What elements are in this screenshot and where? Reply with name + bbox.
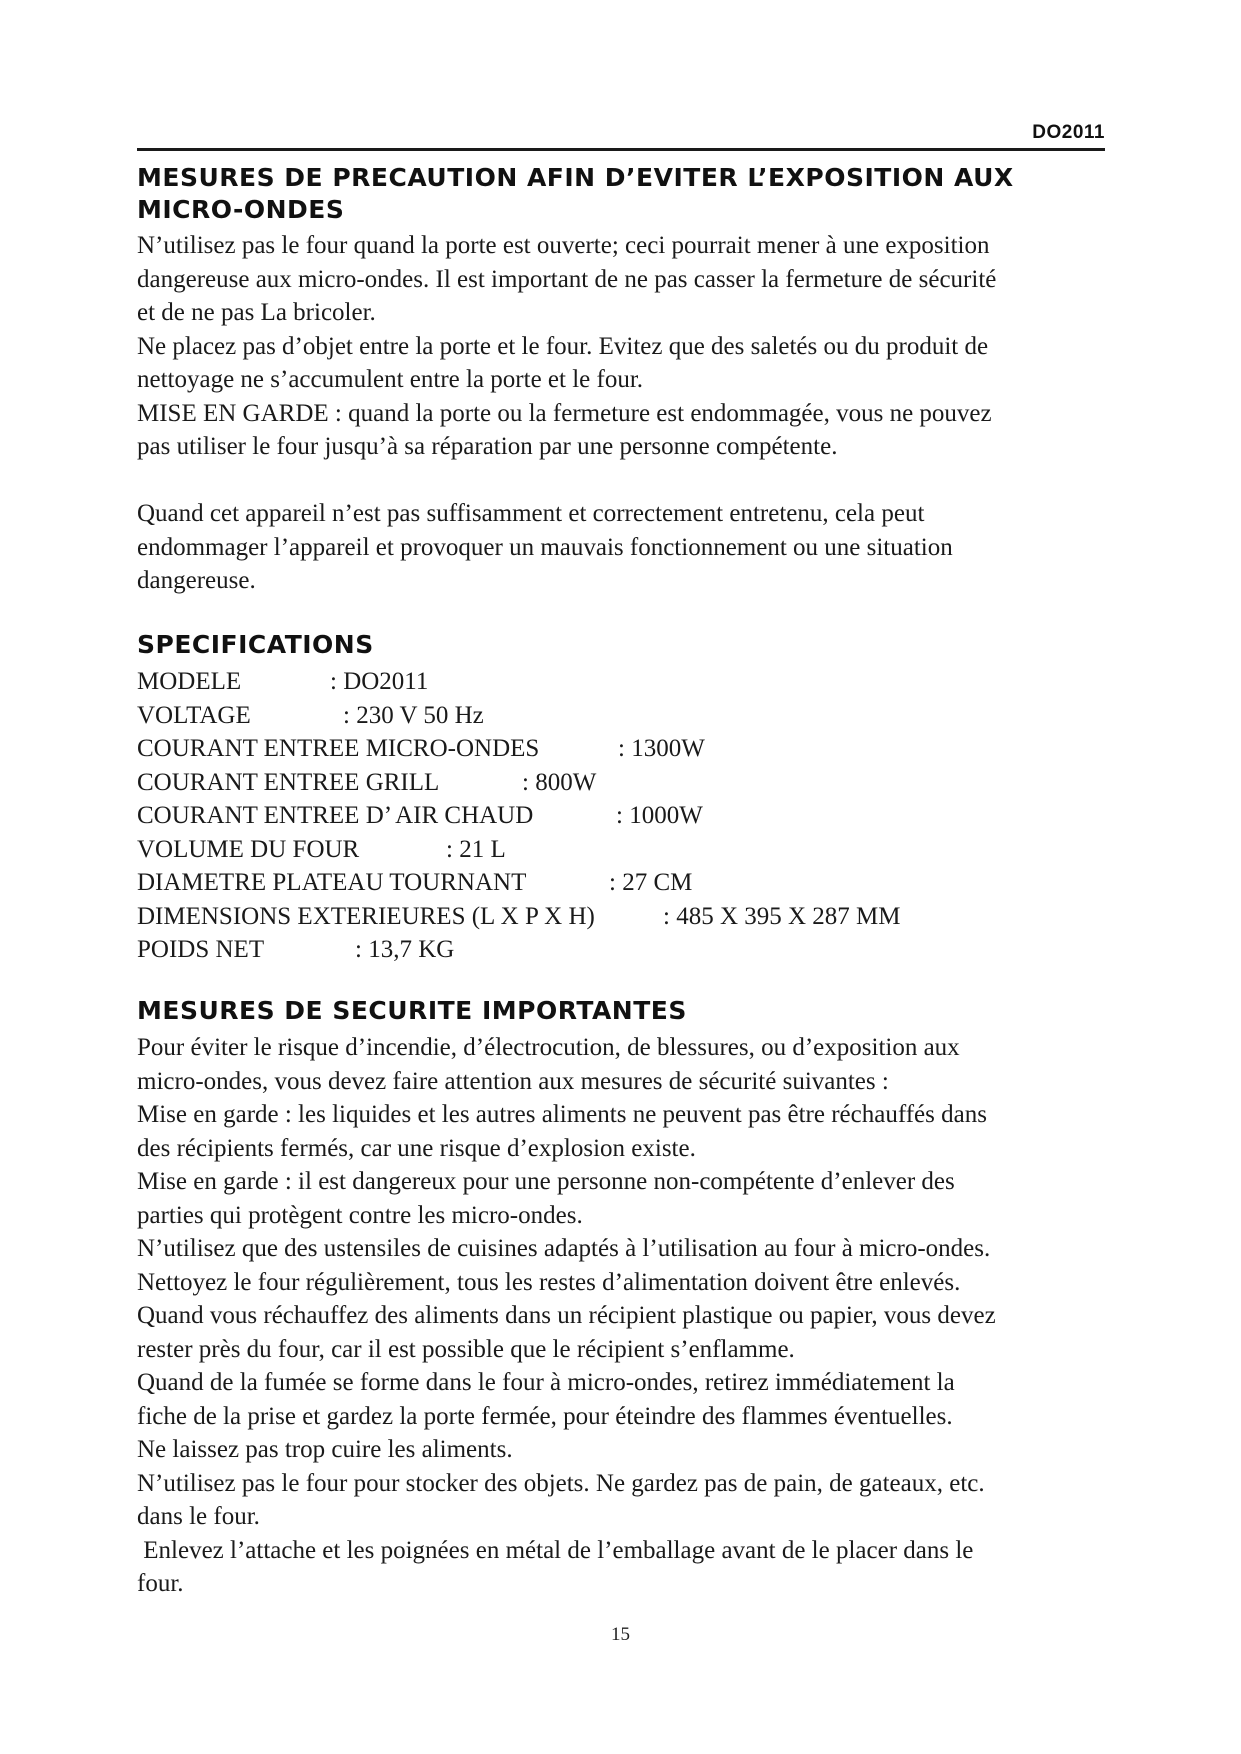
section-title-line: MESURES DE PRECAUTION AFIN D’EVITER L’EXPOSITION AUX <box>137 163 1014 192</box>
text-line: N’utilisez pas le four pour stocker des objets. Ne gardez pas de pain, de gateaux, etc. <box>137 1469 985 1497</box>
maintenance-paragraph <box>137 497 1107 598</box>
text-line: Nettoyez le four régulièrement, tous les restes d’alimentation doivent être enlevés. <box>137 1268 961 1296</box>
safety-paragraph <box>137 1031 1107 1601</box>
text-line: endommager l’appareil et provoquer un mauvais fonctionnement ou une situation <box>137 533 953 561</box>
text-line: et de ne pas La bricoler. <box>137 299 376 326</box>
precaution-paragraph <box>137 229 1107 464</box>
spec-label: POIDS NET <box>137 936 265 963</box>
text-line: dangereuse aux micro-ondes. Il est important de ne pas casser la fermeture de sécurité <box>137 265 997 293</box>
text-line: nettoyage ne s’accumulent entre la porte et le four. <box>137 366 644 393</box>
text-line: Ne laissez pas trop cuire les aliments. <box>137 1436 513 1463</box>
spec-value: : 21 L <box>446 835 506 863</box>
section-title-line: MICRO-ONDES <box>137 195 345 224</box>
text-line: fiche de la prise et gardez la porte fermée, pour éteindre des flammes éventuelles. <box>137 1402 953 1430</box>
section-title-precaution <box>137 162 1097 226</box>
text-line: four. <box>137 1570 184 1597</box>
text-line: Quand cet appareil n’est pas suffisamment et correctement entretenu, cela peut <box>137 500 925 527</box>
text-line: Ne placez pas d’objet entre la porte et le four. Evitez que des saletés ou du produit de <box>137 332 989 360</box>
text-line: MISE EN GARDE : quand la porte ou la fermeture est endommagée, vous ne pouvez <box>137 399 992 427</box>
text-line: micro-ondes, vous devez faire attention aux mesures de sécurité suivantes : <box>137 1067 889 1095</box>
spec-value: : 485 X 395 X 287 MM <box>663 902 901 930</box>
text-line: Mise en garde : il est dangereux pour une personne non-compétente d’enlever des <box>137 1168 955 1195</box>
text-line: Quand de la fumée se forme dans le four à micro-ondes, retirez immédiatement la <box>137 1369 955 1396</box>
spec-label: DIAMETRE PLATEAU TOURNANT <box>137 869 527 896</box>
text-line: Enlevez l’attache et les poignées en métal de l’emballage avant de le placer dans le <box>137 1536 974 1564</box>
spec-value: : 1300W <box>618 735 705 762</box>
spec-label: COURANT ENTREE MICRO-ONDES <box>137 735 540 762</box>
spec-label: MODELE <box>137 668 242 695</box>
spec-label: VOLUME DU FOUR <box>137 835 360 863</box>
spec-value: : 13,7 KG <box>355 936 455 963</box>
spec-label: DIMENSIONS EXTERIEURES (L X P X H) <box>137 902 595 930</box>
model-code: DO2011 <box>1032 122 1105 143</box>
text-line: Pour éviter le risque d’incendie, d’électrocution, de blessures, ou d’exposition aux <box>137 1034 960 1061</box>
text-line: dangereuse. <box>137 567 256 594</box>
section-title-safety: MESURES DE SECURITE IMPORTANTES <box>137 996 687 1025</box>
text-line: N’utilisez pas le four quand la porte est ouverte; ceci pourrait mener à une exposition <box>137 232 990 259</box>
page-number: 15 <box>611 1624 630 1645</box>
text-line: dans le four. <box>137 1503 260 1530</box>
text-line: Mise en garde : les liquides et les autres aliments ne peuvent pas être réchauffés dans <box>137 1101 987 1128</box>
text-line: des récipients fermés, car une risque d’explosion existe. <box>137 1134 696 1162</box>
spec-value: : 230 V 50 Hz <box>343 701 484 729</box>
spec-value: : 1000W <box>616 802 703 829</box>
spec-value: : 800W <box>522 768 597 796</box>
section-title-specifications: SPECIFICATIONS <box>137 630 374 659</box>
text-line: N’utilisez que des ustensiles de cuisines adaptés à l’utilisation au four à micro-ondes. <box>137 1235 991 1262</box>
text-line: parties qui protègent contre les micro-ondes. <box>137 1201 583 1229</box>
text-line: Quand vous réchauffez des aliments dans un récipient plastique ou papier, vous devez <box>137 1302 996 1329</box>
spec-value: : 27 CM <box>609 869 693 896</box>
text-line: pas utiliser le four jusqu’à sa réparation par une personne compétente. <box>137 433 838 460</box>
spec-value: : DO2011 <box>330 668 429 695</box>
header-rule <box>137 148 1105 151</box>
spec-label: VOLTAGE <box>137 701 251 729</box>
spec-label: COURANT ENTREE D’ AIR CHAUD <box>137 802 534 829</box>
text-line: rester près du four, car il est possible que le récipient s’enflamme. <box>137 1335 795 1363</box>
spec-label: COURANT ENTREE GRILL <box>137 768 440 796</box>
